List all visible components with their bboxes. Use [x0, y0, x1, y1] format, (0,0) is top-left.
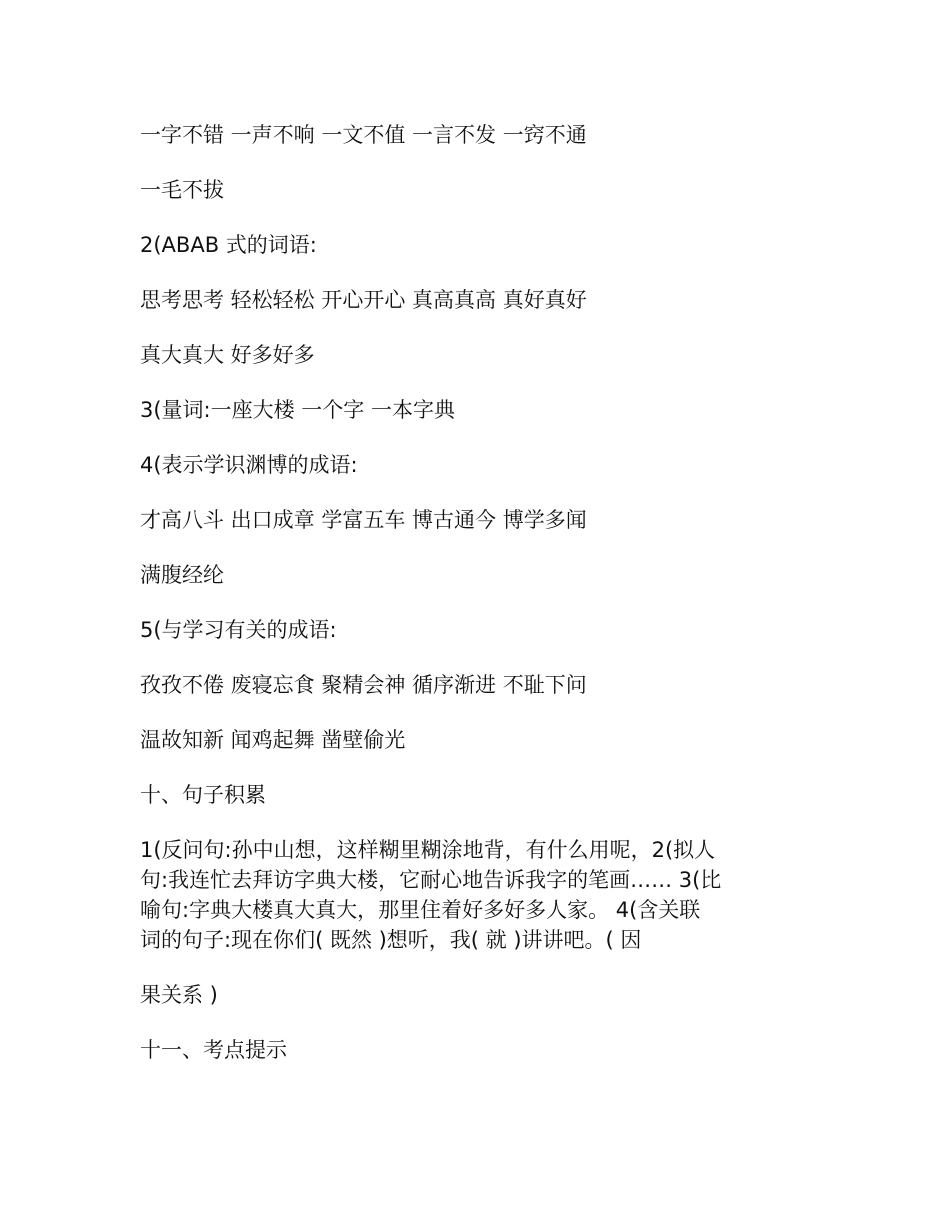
erudite-idiom-list-cont: 满腹经纶 — [140, 563, 224, 587]
section-sentence-heading: 十、句子积累 — [140, 783, 266, 807]
paragraph-row: 喻句:字典大楼真大真大，那里住着好多好多人家。 4(含关联 — [140, 898, 701, 922]
paragraph-row: 1(反问句:孙中山想，这样糊里糊涂地背，有什么用呢，2(拟人 — [140, 838, 716, 862]
measure-word-line: 3(量词:一座大楼 一个字 一本字典 — [140, 398, 455, 422]
section-erudite-heading: 4(表示学识渊博的成语: — [140, 453, 358, 477]
abab-word-list: 思考思考 轻松轻松 开心开心 真高真高 真好真好 — [140, 288, 587, 312]
section-study-heading: 5(与学习有关的成语: — [140, 618, 337, 642]
erudite-idiom-list: 才高八斗 出口成章 学富五车 博古通今 博学多闻 — [140, 508, 587, 532]
idiom-list-yi-cont: 一毛不拔 — [140, 178, 224, 202]
study-idiom-list: 孜孜不倦 废寝忘食 聚精会神 循序渐进 不耻下问 — [140, 673, 587, 697]
abab-word-list-cont: 真大真大 好多好多 — [140, 343, 315, 367]
study-idiom-list-cont: 温故知新 闻鸡起舞 凿壁偷光 — [140, 728, 406, 752]
paragraph-row: 词的句子:现在你们( 既然 )想听，我( 就 )讲讲吧。( 因 — [140, 928, 642, 952]
section-abab-heading: 2(ABAB 式的词语: — [140, 233, 317, 257]
paragraph-row: 句:我连忙去拜访字典大楼，它耐心地告诉我字的笔画…… 3(比 — [140, 868, 722, 892]
idiom-list-yi: 一字不错 一声不响 一文不值 一言不发 一窍不通 — [140, 123, 587, 147]
document-content — [140, 120, 820, 1090]
sentence-examples-paragraph — [140, 835, 820, 955]
paragraph-tail: 果关系 ) — [140, 983, 218, 1007]
section-exam-tips-heading: 十一、考点提示 — [140, 1038, 287, 1062]
